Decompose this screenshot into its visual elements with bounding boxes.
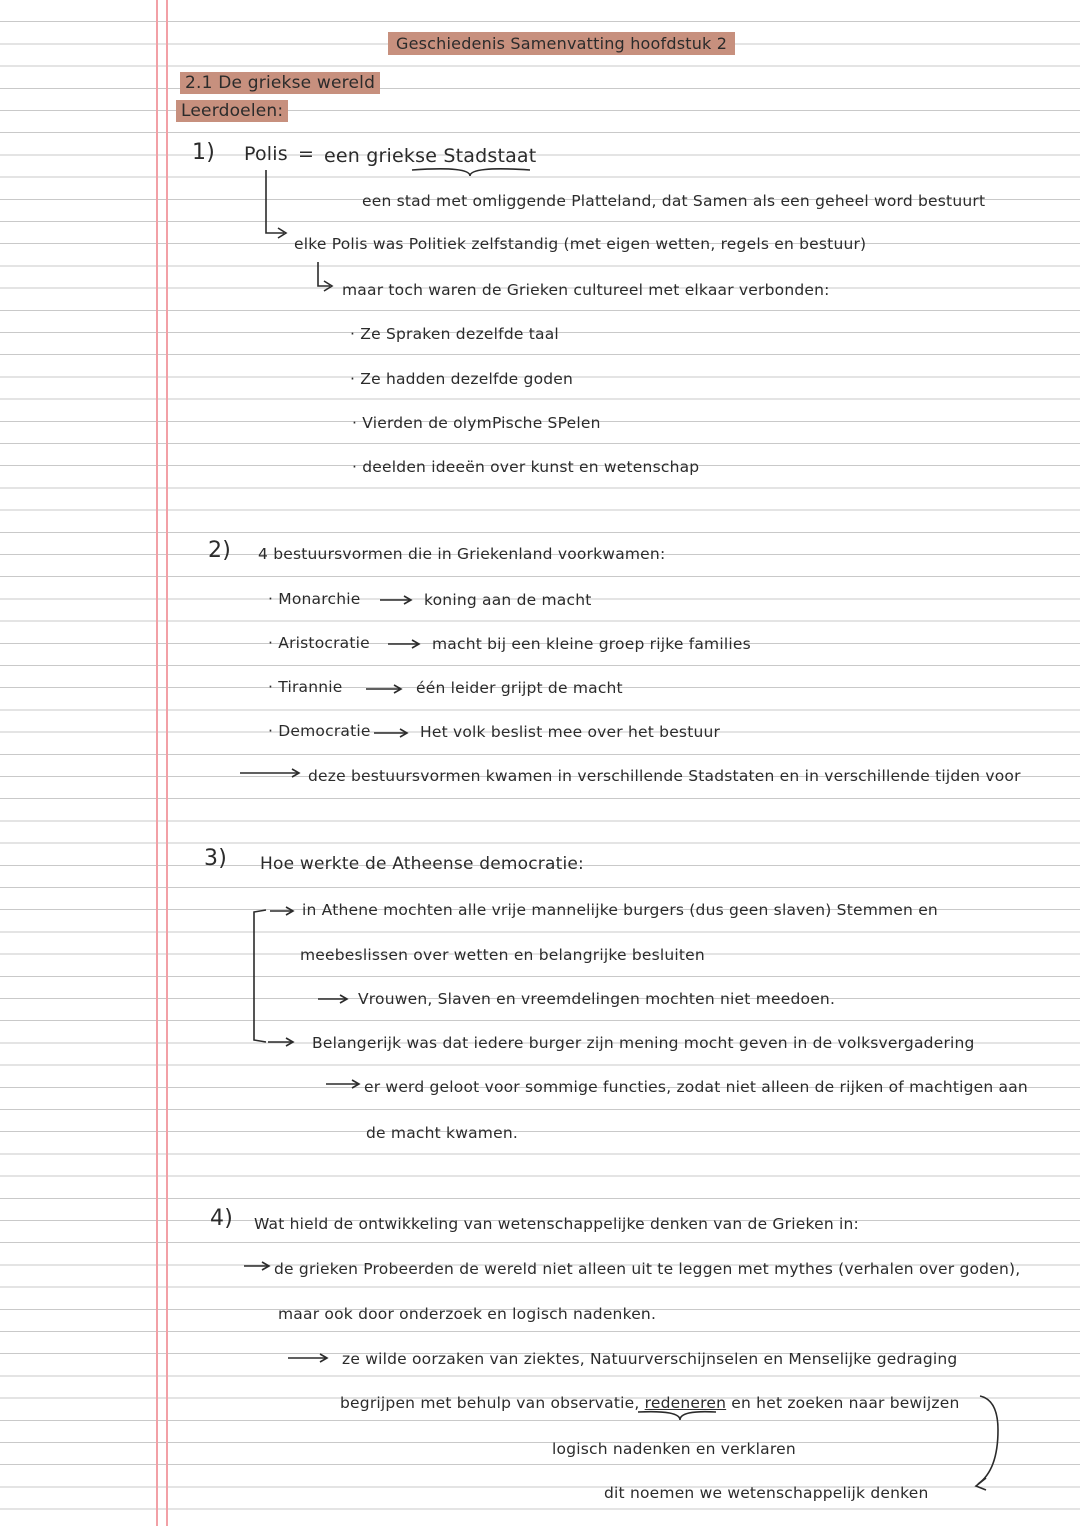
- form-name: · Democratie: [268, 722, 371, 740]
- bullet-item: · deelden ideeën over kunst en wetenschap: [352, 458, 700, 476]
- text-line: Vrouwen, Slaven en vreemdelingen mochten niet meedoen.: [358, 990, 836, 1008]
- brace-icon: [412, 169, 530, 176]
- text-line: begrijpen met behulp van observatie, redeneren en het zoeken naar bewijzen: [340, 1394, 960, 1412]
- section-heading: 2.1 De griekse wereld: [180, 72, 380, 94]
- page-title: Geschiedenis Samenvatting hoofdstuk 2: [388, 32, 735, 55]
- form-name: · Tirannie: [268, 678, 343, 696]
- text-line: dit noemen we wetenschappelijk denken: [604, 1484, 929, 1502]
- term: Polis: [244, 143, 288, 165]
- text-line: maar ook door onderzoek en logisch nadenken.: [278, 1305, 657, 1323]
- form-name: · Monarchie: [268, 590, 361, 608]
- bullet-item: · Vierden de olymPische SPelen: [352, 414, 601, 432]
- form-desc: Het volk beslist mee over het bestuur: [420, 723, 721, 741]
- form-name: · Aristocratie: [268, 634, 370, 652]
- text-line: de macht kwamen.: [366, 1124, 518, 1142]
- text-line: meebeslissen over wetten en belangrijke besluiten: [300, 946, 705, 964]
- definition: een griekse Stadstaat: [324, 145, 537, 167]
- equals-sign: =: [298, 143, 315, 165]
- bracket-icon: [254, 910, 266, 1042]
- question-number: 3): [204, 846, 227, 871]
- question-heading: 4 bestuursvormen die in Griekenland voorkwamen:: [258, 545, 666, 563]
- question-number: 4): [210, 1206, 233, 1231]
- text-line: de grieken Probeerden de wereld niet alleen uit te leggen met mythes (verhalen over goden),: [274, 1260, 1021, 1278]
- arrow-icon: [324, 281, 332, 291]
- bullet-item: · Ze Spraken dezelfde taal: [350, 325, 559, 343]
- arrow-icon: [266, 170, 284, 233]
- text-line: er werd geloot voor sommige functies, zodat niet alleen de rijken of machtigen aan: [364, 1078, 1028, 1096]
- question-number: 2): [208, 538, 231, 563]
- arrow-icon: [976, 1478, 986, 1490]
- explanation: een stad met omliggende Platteland, dat Samen als een geheel word bestuurt: [362, 192, 986, 210]
- brace-icon: [638, 1412, 716, 1420]
- question-heading: Hoe werkte de Atheense democratie:: [260, 854, 584, 874]
- form-desc: macht bij een kleine groep rijke families: [432, 635, 751, 653]
- margin-line: [166, 0, 168, 1526]
- margin-line: [156, 0, 158, 1526]
- form-desc: koning aan de macht: [424, 591, 592, 609]
- brace-icon: [978, 1396, 998, 1484]
- note-line: deze bestuursvormen kwamen in verschillende Stadstaten en in verschillende tijden voor: [308, 767, 1021, 785]
- question-heading: Wat hield de ontwikkeling van wetenschappelijke denken van de Grieken in:: [254, 1215, 859, 1233]
- connected-line: maar toch waren de Grieken cultureel met elkaar verbonden:: [342, 281, 830, 299]
- arrow-icon: [318, 262, 330, 286]
- subheading: Leerdoelen:: [176, 100, 288, 122]
- bullet-item: · Ze hadden dezelfde goden: [350, 370, 574, 388]
- arrow-icon: [278, 228, 286, 238]
- text-line: Belangerijk was dat iedere burger zijn mening mocht geven in de volksvergadering: [312, 1034, 975, 1052]
- text-line: ze wilde oorzaken van ziektes, Natuurverschijnselen en Menselijke gedraging: [342, 1350, 958, 1368]
- independent-line: elke Polis was Politiek zelfstandig (met eigen wetten, regels en bestuur): [294, 235, 867, 253]
- text-line: logisch nadenken en verklaren: [552, 1440, 796, 1458]
- form-desc: één leider grijpt de macht: [416, 679, 623, 697]
- question-number: 1): [192, 140, 215, 165]
- text-line: in Athene mochten alle vrije mannelijke burgers (dus geen slaven) Stemmen en: [302, 901, 938, 919]
